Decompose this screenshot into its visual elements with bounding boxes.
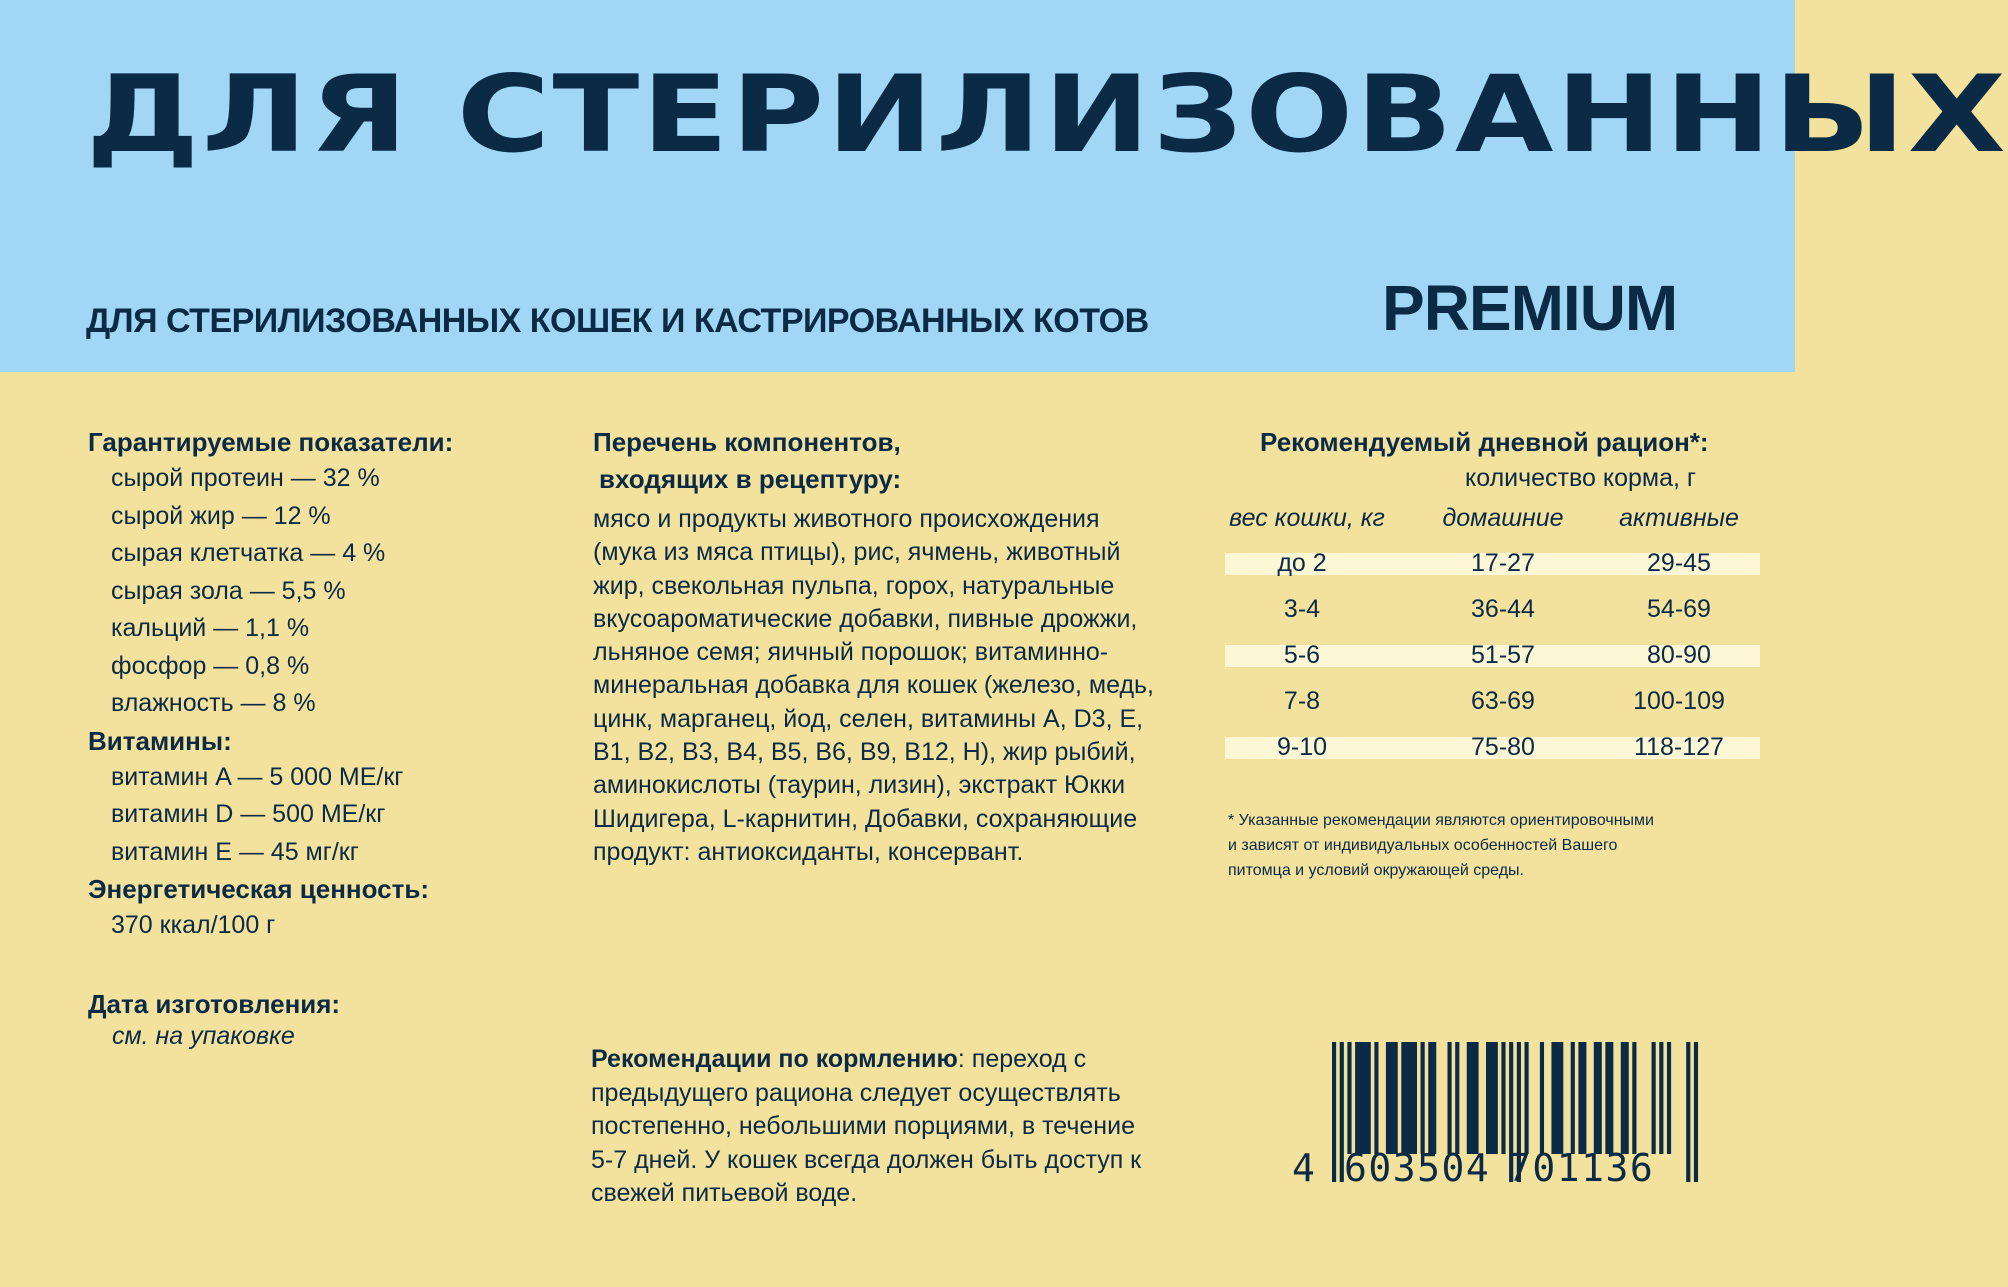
ration-row bbox=[1225, 687, 1760, 715]
ingredients-line: цинк, марганец, йод, селен, витамины А, D3, Е, bbox=[593, 704, 1144, 733]
barcode bbox=[1290, 1040, 1710, 1190]
ration-cell-weight: 9-10 bbox=[1276, 733, 1328, 761]
barcode-bar bbox=[1374, 1042, 1378, 1154]
barcode-bar bbox=[1605, 1042, 1609, 1154]
feeding-line: 5-7 дней. У кошек всегда должен быть доступ к bbox=[591, 1145, 1142, 1174]
manufacture-heading: Дата изготовления: bbox=[88, 989, 341, 1019]
barcode-bar bbox=[1455, 1042, 1459, 1154]
barcode-bar bbox=[1667, 1042, 1671, 1154]
barcode-bar bbox=[1409, 1042, 1413, 1154]
feeding-line: предыдущего рациона следует осуществлять bbox=[591, 1078, 1121, 1107]
barcode-bar bbox=[1571, 1042, 1575, 1154]
ration-header-weight: вес кошки, кг bbox=[1229, 504, 1385, 532]
barcode-bar bbox=[1386, 1042, 1390, 1154]
guaranteed-item: сырой протеин — 32 % bbox=[111, 464, 380, 492]
vitamins-heading: Витамины: bbox=[88, 725, 232, 756]
ingredients-heading-line2: входящих в рецептуру: bbox=[599, 464, 902, 494]
ration-cell-weight: 7-8 bbox=[1283, 687, 1321, 715]
barcode-bar bbox=[1486, 1042, 1490, 1154]
guaranteed-item: влажность — 8 % bbox=[111, 689, 316, 717]
barcode-bar bbox=[1401, 1042, 1405, 1154]
barcode-bar bbox=[1621, 1042, 1625, 1154]
barcode-bar bbox=[1659, 1042, 1663, 1154]
header-band bbox=[0, 0, 2008, 372]
ration-cell-home: 36-44 bbox=[1471, 595, 1535, 623]
barcode-bar bbox=[1428, 1042, 1432, 1154]
feeding-line: постепенно, небольшими порциями, в течение bbox=[591, 1112, 1135, 1140]
barcode-first-digit: 4 bbox=[1292, 1146, 1317, 1190]
ration-cell-weight: 5-6 bbox=[1283, 641, 1321, 669]
ration-row bbox=[1225, 641, 1760, 669]
ration-row bbox=[1225, 595, 1760, 623]
product-title: ДЛЯ СТЕРИЛИЗОВАННЫХ bbox=[86, 53, 2008, 176]
footnote-line: питомца и условий окружающей среды. bbox=[1228, 862, 1524, 879]
ingredients-heading-line1: Перечень компонентов, bbox=[593, 427, 901, 457]
barcode-bar bbox=[1490, 1042, 1494, 1154]
barcode-bar bbox=[1405, 1042, 1409, 1154]
barcode-bar bbox=[1467, 1042, 1471, 1154]
ingredients-line: жир, свекольная пульпа, горох, натуральные bbox=[593, 571, 1115, 600]
barcode-bar bbox=[1559, 1042, 1563, 1154]
ingredients-line: продукт: антиоксиданты, консервант. bbox=[593, 837, 1024, 866]
premium-label: PREMIUM bbox=[1382, 272, 1678, 344]
barcode-bar bbox=[1413, 1042, 1417, 1154]
ingredients-line: (мука из мяса птицы), рис, ячмень, животный bbox=[593, 538, 1121, 567]
barcode-bar bbox=[1332, 1042, 1336, 1182]
barcode-bar bbox=[1598, 1042, 1602, 1154]
ration-header-active: активные bbox=[1619, 504, 1739, 532]
ingredients-line: льняное семя; яичный порошок; витаминно- bbox=[593, 638, 1109, 667]
ingredients-line: мясо и продукты животного происхождения bbox=[593, 505, 1100, 533]
ration-cell-active: 29-45 bbox=[1647, 549, 1711, 577]
barcode-bar bbox=[1471, 1042, 1475, 1154]
vitamin-item: витамин A — 5 000 МЕ/кг bbox=[111, 762, 404, 791]
guaranteed-item: фосфор — 0,8 % bbox=[111, 651, 310, 680]
feeding-line: : переход с bbox=[957, 1045, 1087, 1073]
guaranteed-heading: Гарантируемые показатели: bbox=[88, 427, 454, 457]
manufacture-value: см. на упаковке bbox=[112, 1022, 295, 1050]
barcode-bar bbox=[1652, 1042, 1656, 1154]
ingredients-line: вкусоароматические добавки, пивные дрожжи, bbox=[593, 604, 1138, 633]
ration-row bbox=[1225, 733, 1760, 761]
ration-cell-active: 54-69 bbox=[1647, 595, 1711, 623]
barcode-bar bbox=[1448, 1042, 1452, 1154]
guaranteed-item: сырая клетчатка — 4 % bbox=[111, 539, 386, 567]
barcode-bar bbox=[1474, 1042, 1478, 1154]
barcode-bar bbox=[1582, 1042, 1586, 1154]
guaranteed-item: сырой жир — 12 % bbox=[111, 501, 331, 530]
ration-qty-label: количество корма, г bbox=[1465, 464, 1696, 492]
barcode-bar bbox=[1625, 1042, 1629, 1154]
barcode-left-digits: 603504 bbox=[1344, 1146, 1491, 1190]
feeding-recommendations bbox=[591, 1043, 1191, 1211]
footnote-line: * Указанные рекомендации являются ориентировочными bbox=[1228, 812, 1654, 829]
barcode-bar bbox=[1432, 1042, 1436, 1154]
barcode-bar bbox=[1551, 1042, 1555, 1154]
ration-cell-weight: 3-4 bbox=[1283, 595, 1321, 623]
vitamin-item: витамин E — 45 мг/кг bbox=[111, 837, 359, 866]
barcode-bar bbox=[1359, 1042, 1363, 1154]
ration-cell-active: 118-127 bbox=[1634, 733, 1724, 761]
energy-heading: Энергетическая ценность: bbox=[88, 874, 429, 904]
ration-cell-home: 63-69 bbox=[1471, 687, 1535, 715]
footnote-line: и зависят от индивидуальных особенностей Вашего bbox=[1228, 837, 1618, 854]
barcode-bar bbox=[1686, 1042, 1690, 1182]
ingredients-line: Шидигера, L-карнитин, Добавки, сохраняющие bbox=[593, 804, 1138, 833]
ration-header-home: домашние bbox=[1442, 504, 1564, 532]
barcode-bar bbox=[1578, 1042, 1582, 1154]
ration-cell-home: 17-27 bbox=[1471, 549, 1535, 577]
ration-cell-active: 80-90 bbox=[1647, 641, 1711, 669]
feeding-heading: Рекомендации по кормлению bbox=[591, 1045, 958, 1073]
barcode-bar bbox=[1390, 1042, 1394, 1154]
ingredients-line: B1, B2, B3, B4, B5, B6, B9, B12, H), жир рыбий, bbox=[593, 738, 1136, 767]
ration-cell-home: 75-80 bbox=[1471, 733, 1535, 761]
ingredients-heading bbox=[593, 424, 901, 498]
barcode-bar bbox=[1494, 1042, 1498, 1154]
barcode-bar bbox=[1694, 1042, 1698, 1182]
barcode-bar bbox=[1525, 1042, 1529, 1154]
guaranteed-item: сырая зола — 5,5 % bbox=[111, 576, 346, 605]
barcode-bar bbox=[1367, 1042, 1371, 1154]
nutrition-column bbox=[88, 424, 558, 945]
barcode-bar bbox=[1594, 1042, 1598, 1154]
barcode-bar bbox=[1347, 1042, 1351, 1154]
ration-cell-home: 51-57 bbox=[1471, 641, 1535, 669]
barcode-bar bbox=[1555, 1042, 1559, 1154]
barcode-bar bbox=[1363, 1042, 1367, 1154]
ration-footnote bbox=[1228, 808, 1748, 883]
ingredients-text bbox=[593, 503, 1193, 869]
barcode-bar bbox=[1501, 1042, 1505, 1154]
barcode-bar bbox=[1540, 1042, 1544, 1154]
ration-title: Рекомендуемый дневной рацион*: bbox=[1260, 427, 1709, 457]
barcode-bar bbox=[1632, 1042, 1636, 1154]
feeding-line: свежей питьевой воде. bbox=[591, 1179, 858, 1207]
product-subtitle: ДЛЯ СТЕРИЛИЗОВАННЫХ КОШЕК И КАСТРИРОВАННЫХ КОТОВ bbox=[86, 302, 1149, 340]
guaranteed-item: кальций — 1,1 % bbox=[111, 614, 310, 642]
barcode-bar bbox=[1421, 1042, 1425, 1154]
ration-cell-weight: до 2 bbox=[1277, 549, 1327, 577]
ration-row bbox=[1225, 549, 1760, 577]
barcode-bar bbox=[1609, 1042, 1613, 1154]
barcode-bar bbox=[1355, 1042, 1359, 1154]
energy-value: 370 ккал/100 г bbox=[111, 911, 276, 939]
ingredients-line: минеральная добавка для кошек (железо, медь, bbox=[593, 671, 1154, 700]
vitamin-item: витамин D — 500 МЕ/кг bbox=[111, 800, 386, 828]
ingredients-line: аминокислоты (таурин, лизин), экстракт Юкки bbox=[593, 771, 1126, 800]
ration-cell-active: 100-109 bbox=[1633, 687, 1725, 715]
barcode-right-digits: 701136 bbox=[1508, 1146, 1655, 1190]
barcode-bar bbox=[1394, 1042, 1398, 1154]
